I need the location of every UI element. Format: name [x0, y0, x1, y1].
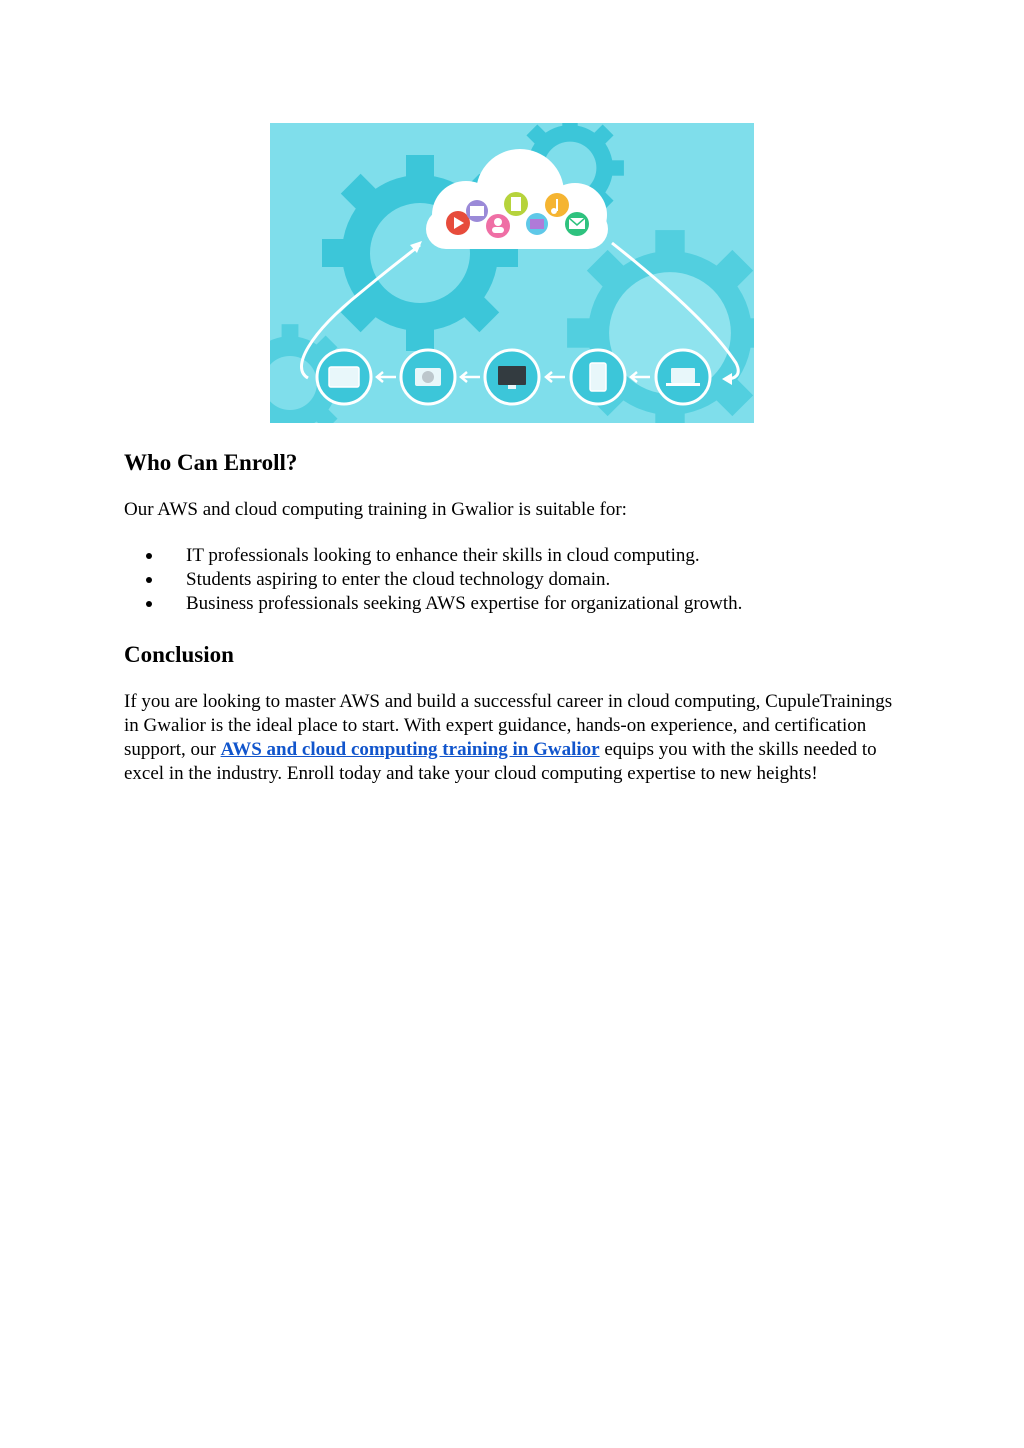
- enroll-intro-text: Our AWS and cloud computing training in Gwalior is suitable for:: [124, 499, 627, 520]
- music-icon: [545, 193, 569, 217]
- bullet-icon: [146, 553, 152, 559]
- cloud-computing-illustration: [270, 123, 754, 423]
- document-body: [124, 448, 904, 786]
- section-heading-conclusion: Conclusion: [124, 642, 234, 667]
- list-item: [124, 568, 904, 592]
- user-icon: [486, 214, 510, 238]
- mail-icon: [565, 212, 589, 236]
- laptop-icon: [656, 350, 710, 404]
- tablet-icon: [317, 350, 371, 404]
- list-item: [124, 592, 904, 616]
- video-icon: [446, 211, 470, 235]
- document-icon: [504, 192, 528, 216]
- conclusion-text-after-link: equips you with the skills needed to excel in the industry. Enroll today and take your cloud computing expertise to new heights!: [124, 739, 877, 784]
- list-item-text: Business professionals seeking AWS expertise for organizational growth.: [186, 593, 743, 614]
- bullet-icon: [146, 601, 152, 607]
- conclusion-text-before-link: If you are looking to master AWS and build a successful career in cloud computing, CupuleTrainings in Gwalior is the ideal place to start. With expert guidance, hands-on experience, and certification support, our: [124, 691, 893, 760]
- bullet-icon: [146, 577, 152, 583]
- monitor-icon: [485, 350, 539, 404]
- list-item: [124, 544, 904, 568]
- image-icon: [466, 200, 488, 222]
- folder-icon: [526, 213, 548, 235]
- phone-icon: [571, 350, 625, 404]
- training-link[interactable]: AWS and cloud computing training in Gwalior: [220, 739, 600, 760]
- conclusion-paragraph: [124, 690, 904, 786]
- section-heading-who-can-enroll: Who Can Enroll?: [124, 450, 298, 475]
- list-item-text: IT professionals looking to enhance their skills in cloud computing.: [186, 545, 700, 566]
- list-item-text: Students aspiring to enter the cloud technology domain.: [186, 569, 611, 590]
- enroll-list: [124, 544, 904, 616]
- camera-icon: [401, 350, 455, 404]
